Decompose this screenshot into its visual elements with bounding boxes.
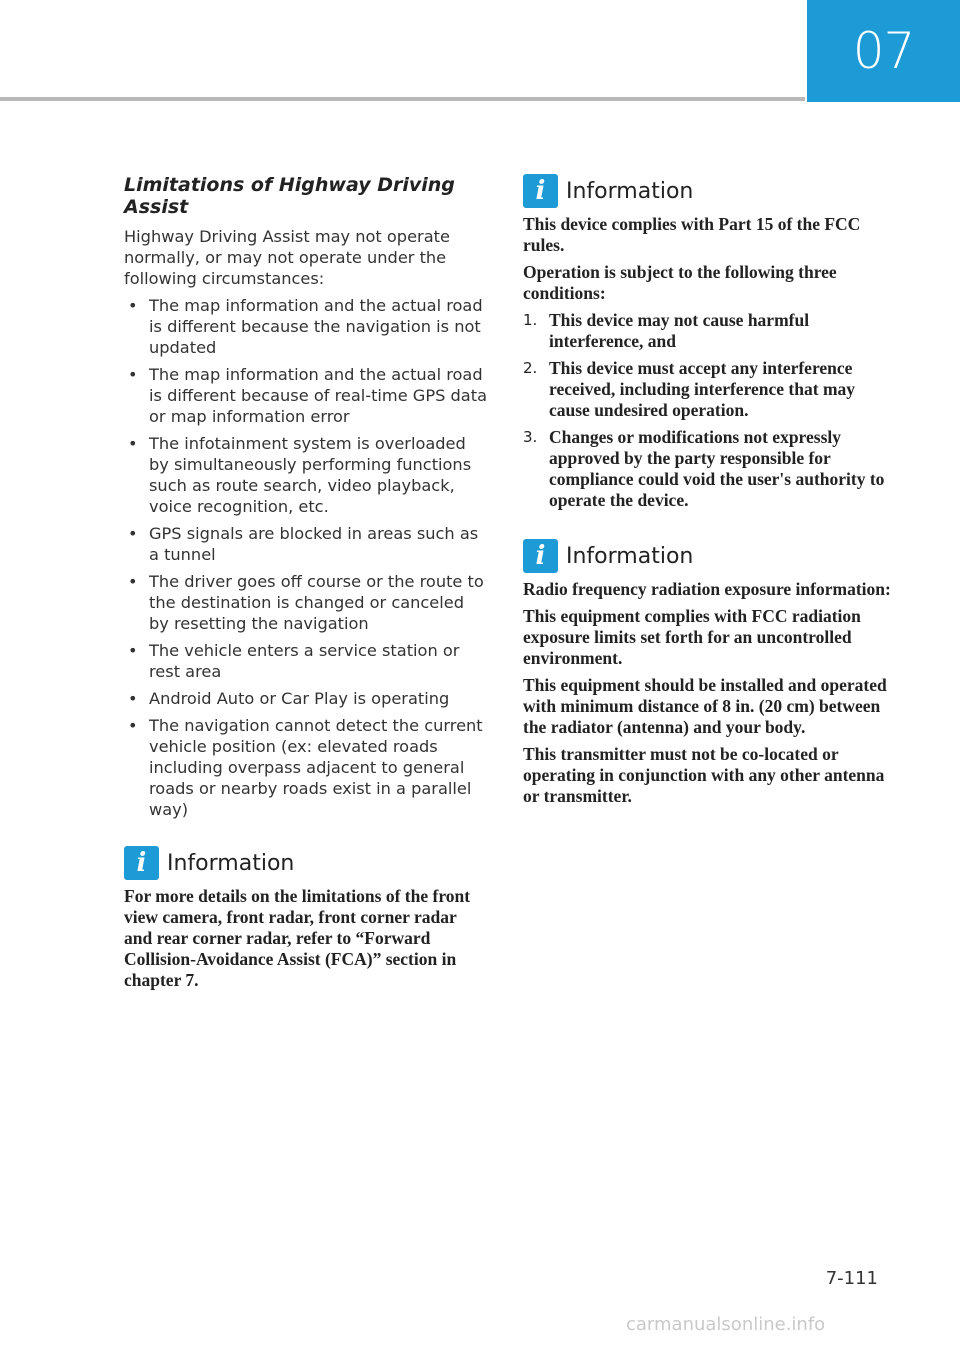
list-item (523, 427, 893, 511)
list-item-text: The driver goes off course or the route to the destination is changed or canceled by resetting the navigation (149, 572, 484, 633)
info-icon: i (523, 174, 558, 208)
list-item (523, 358, 893, 421)
list-item-text: This device must accept any interference received, including interference that may cause undesired operation. (549, 358, 856, 420)
list-item (124, 715, 488, 820)
info-paragraph: This equipment should be installed and operated with minimum distance of 8 in. (20 cm) between the radiator (antenna) and your body. (523, 675, 887, 737)
right-column (523, 174, 893, 813)
item-number: 3. (523, 428, 538, 446)
list-item (124, 523, 488, 565)
info-title: Information (566, 178, 694, 204)
header-rule (0, 97, 805, 101)
bullet-icon: • (128, 296, 138, 315)
bullet-icon: • (128, 572, 138, 591)
bullet-icon: • (128, 365, 138, 384)
list-item-text: The vehicle enters a service station or rest area (149, 641, 460, 681)
list-item-text: GPS signals are blocked in areas such as a tunnel (149, 524, 479, 564)
conditions-list (523, 310, 893, 511)
limitations-list (124, 295, 488, 820)
page-number: 7-111 (825, 1268, 878, 1289)
intro-text: Highway Driving Assist may not operate normally, or may not operate under the following circumstances: (124, 227, 450, 288)
list-item (124, 433, 488, 517)
bullet-icon: • (128, 689, 138, 708)
bullet-icon: • (128, 641, 138, 660)
list-item-text: Android Auto or Car Play is operating (149, 689, 450, 708)
list-item (523, 310, 893, 352)
list-item (124, 640, 488, 682)
info-header (523, 539, 893, 573)
watermark: carmanualsonline.info (626, 1314, 826, 1335)
info-title: Information (566, 543, 694, 569)
list-item-text: This device may not cause harmful interference, and (549, 310, 810, 351)
info-text: For more details on the limitations of the front view camera, front radar, front corner radar and rear corner radar, refer to “Forward Collision-Avoidance Assist (FCA)” section in chapter 7. (124, 886, 471, 990)
list-item-text: The infotainment system is overloaded by simultaneously performing functions such as route search, video playback, voice recognition, etc. (149, 434, 472, 516)
info-paragraph: This equipment complies with FCC radiation exposure limits set forth for an uncontrolled environment. (523, 606, 861, 668)
section-title: Limitations of Highway Driving Assist (124, 174, 455, 218)
info-paragraph: This device complies with Part 15 of the FCC rules. (523, 214, 861, 255)
info-paragraph: Operation is subject to the following three conditions: (523, 262, 837, 303)
list-item-text: Changes or modifications not expressly approved by the party responsible for compliance could void the user's authority to operate the device. (549, 427, 885, 510)
list-item-text: The map information and the actual road is different because of real-time GPS data or map information error (149, 365, 487, 426)
bullet-icon: • (128, 434, 138, 453)
bullet-icon: • (128, 716, 138, 735)
left-column (124, 174, 488, 997)
item-number: 2. (523, 359, 538, 377)
chapter-tab: 07 (807, 0, 960, 102)
info-header (523, 174, 893, 208)
list-item (124, 295, 488, 358)
list-item (124, 688, 488, 709)
info-icon: i (523, 539, 558, 573)
info-paragraph: Radio frequency radiation exposure information: (523, 579, 891, 599)
item-number: 1. (523, 311, 538, 329)
list-item (124, 364, 488, 427)
bullet-icon: • (128, 524, 138, 543)
info-header (124, 846, 488, 880)
list-item-text: The map information and the actual road is different because the navigation is not updated (149, 296, 483, 357)
info-icon: i (124, 846, 159, 880)
info-title: Information (167, 850, 295, 876)
list-item-text: The navigation cannot detect the current vehicle position (ex: elevated roads including overpass adjacent to general roads or nearby roads exist in a parallel way) (149, 716, 483, 819)
list-item (124, 571, 488, 634)
info-paragraph: This transmitter must not be co-located or operating in conjunction with any other antenna or transmitter. (523, 744, 885, 806)
